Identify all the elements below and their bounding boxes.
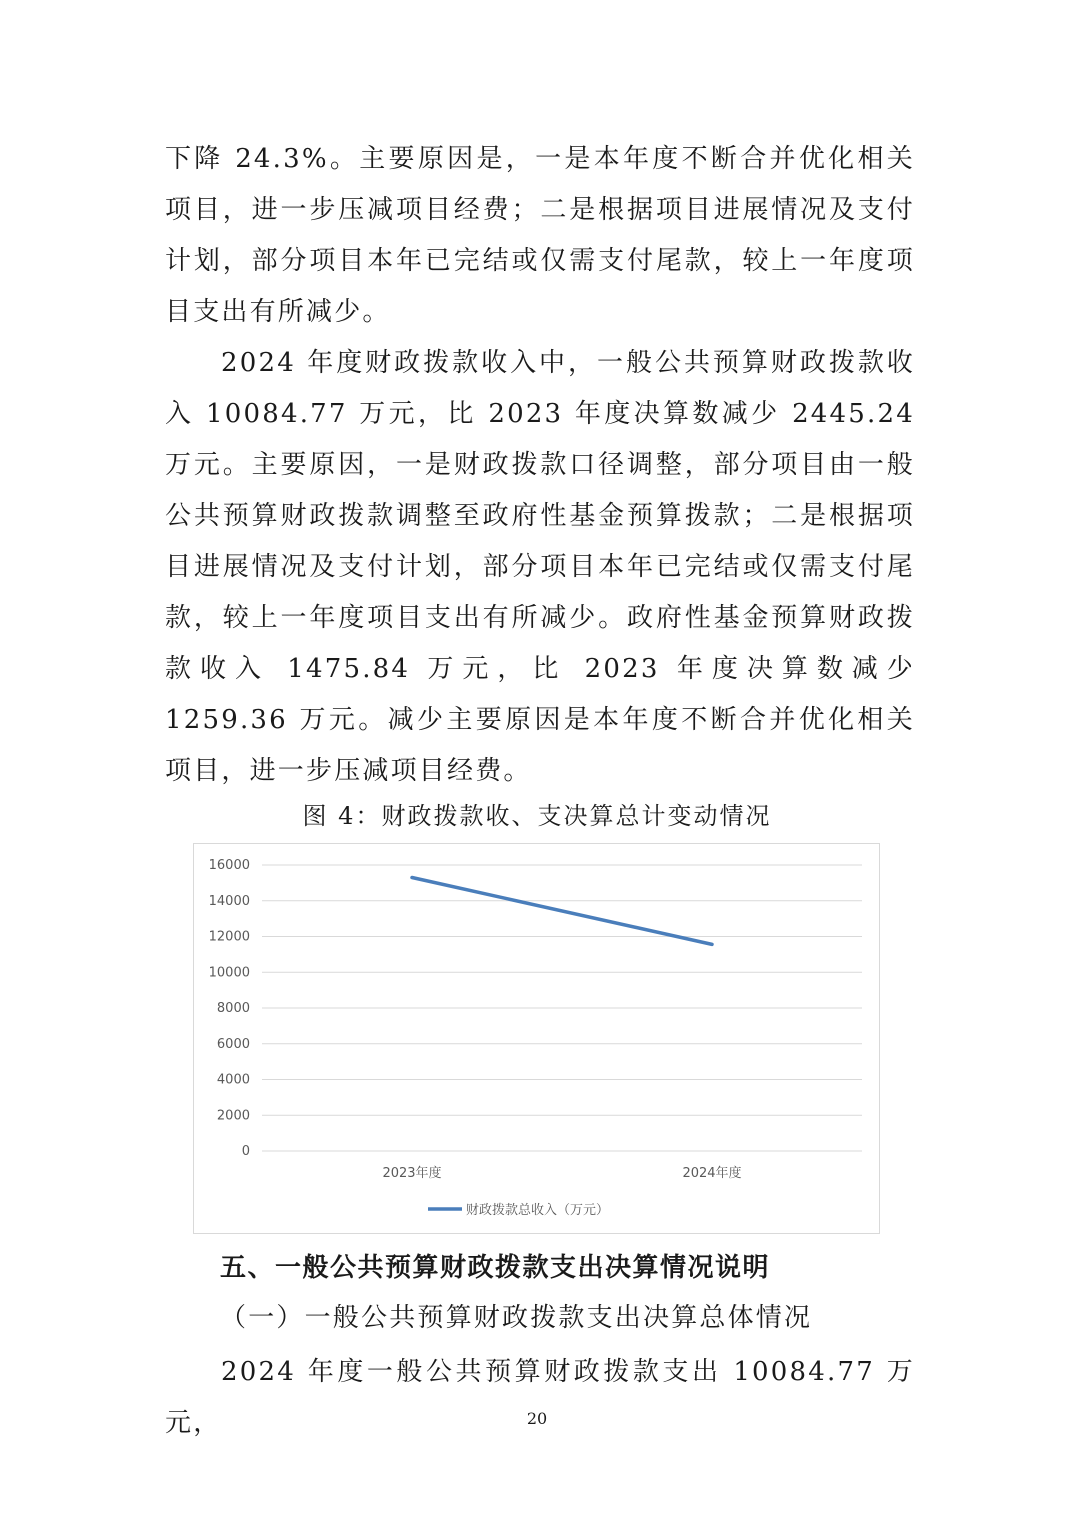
line-chart	[193, 843, 880, 1234]
y-tick-label: 0	[241, 1144, 250, 1159]
y-tick-label: 6000	[216, 1036, 250, 1052]
x-tick-label: 2024年度	[682, 1166, 742, 1181]
section-heading: 五、一般公共预算财政拨款支出决算情况说明	[220, 1253, 771, 1283]
y-tick-label: 2000	[216, 1108, 250, 1124]
legend-label: 财政拨款总收入（万元）	[466, 1203, 610, 1218]
y-tick-label: 10000	[208, 965, 250, 981]
y-tick-label: 4000	[216, 1072, 250, 1088]
page-number: 20	[526, 1409, 548, 1428]
chart-svg	[194, 844, 881, 1235]
paragraph-2: 2024 年度财政拨款收入中，一般公共预算财政拨款收入 10084.77 万元，比 2023 年度决算数减少 2445.24 万元。主要原因，一是财政拨款口径调整，部分项目由一般公共预算财政拨款调整至政府性基金预算拨款；二是根据项目进展情况及支付计划，部分项目本年已完结或仅需支付尾款，较上一年度项目支出有所减少。政府性基金预算财政拨款收入 1475.84 万元，比 2023 年度决算数减少 1259.36 万元。减少主要原因是本年度不断合并优化相关项目，进一步压减项目经费。	[165, 348, 915, 786]
y-tick-label: 14000	[208, 893, 250, 909]
x-tick-label: 2023年度	[382, 1166, 442, 1181]
series-line	[412, 878, 712, 945]
closing-paragraph: 2024 年度一般公共预算财政拨款支出 10084.77 万元，	[165, 1357, 915, 1438]
figure-caption: 图 4：财政拨款收、支决算总计变动情况	[302, 802, 772, 830]
y-tick-label: 8000	[216, 1001, 250, 1016]
y-tick-label: 16000	[208, 858, 250, 873]
y-tick-label: 12000	[208, 929, 250, 945]
paragraph-1: 下降 24.3%。主要原因是，一是本年度不断合并优化相关项目，进一步压减项目经费；二是根据项目进展情况及支付计划，部分项目本年已完结或仅需支付尾款，较上一年度项目支出有所减少。	[165, 144, 915, 327]
subsection-heading: （一）一般公共预算财政拨款支出决算总体情况	[220, 1303, 813, 1333]
